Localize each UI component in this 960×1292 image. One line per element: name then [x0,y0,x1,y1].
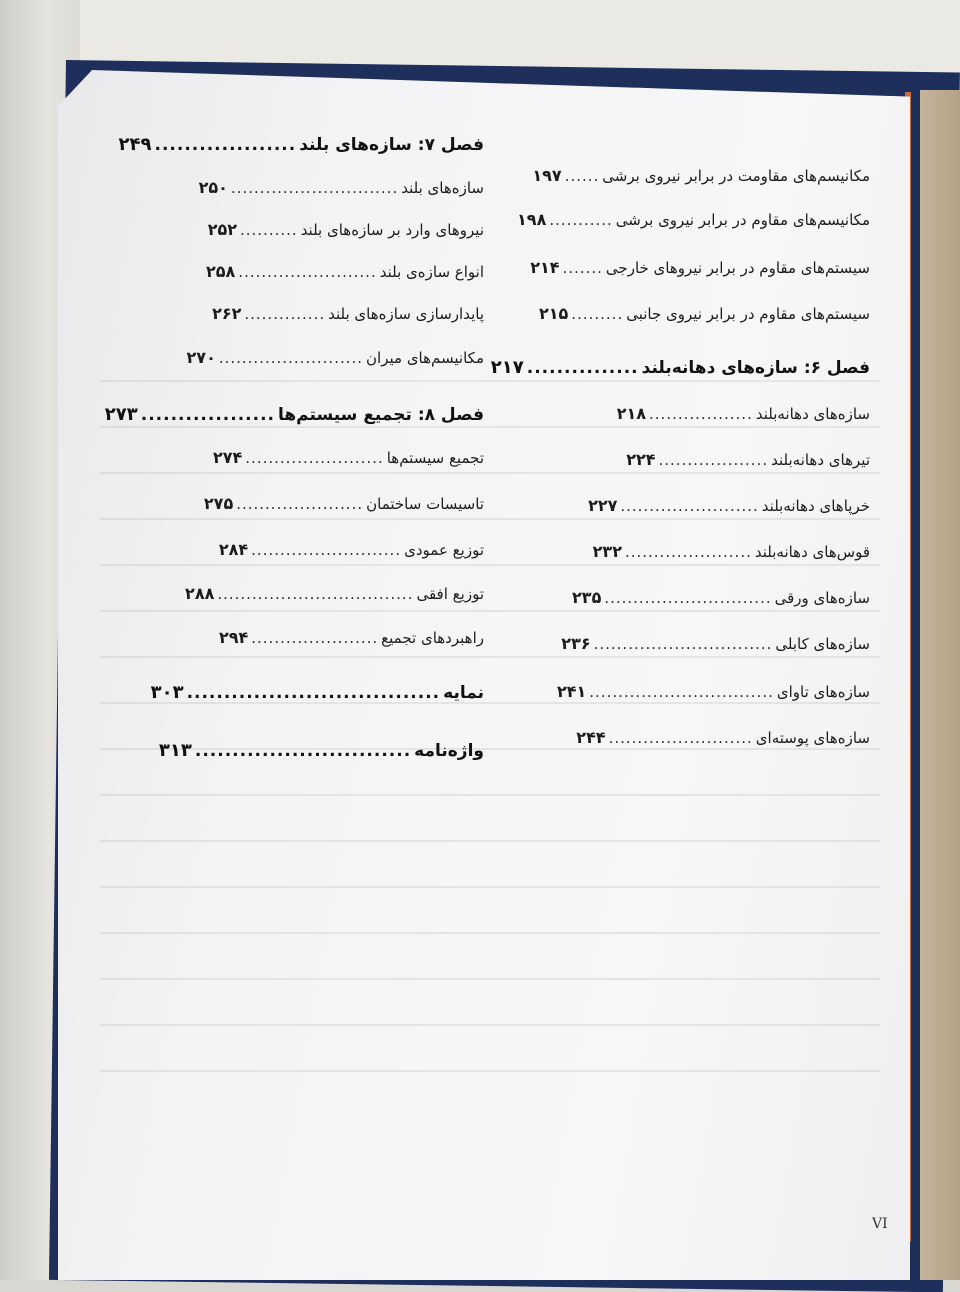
toc-page-number: ۲۶۲ [212,304,242,323]
toc-chapter-entry [159,740,484,761]
toc-page-number: ۲۷۵ [203,494,234,513]
toc-leader-dots: ........................ [238,263,377,281]
toc-entry [539,304,870,323]
toc-entry [617,404,870,423]
toc-page-number: ۲۱۵ [539,304,569,323]
toc-title: تیرهای دهانه‌بلند [771,451,870,469]
toc-leader-dots: ............... [526,358,639,378]
toc-leader-dots: .............. [244,305,326,323]
toc-leader-dots: ...................... [236,495,364,513]
toc-title: انواع سازه‌ی بلند [379,263,484,281]
toc-entry [212,304,484,323]
page-folio: VI [872,1216,888,1232]
toc-page-number: ۲۱۴ [530,258,560,277]
book-page [58,70,910,1280]
toc-title: سیستم‌های مقاوم در برابر نیروی جانبی [626,305,870,323]
toc-leader-dots: ...................... [624,543,752,561]
toc-page-number: ۱۹۸ [517,210,547,229]
toc-entry [208,220,484,239]
toc-title: فصل ۷: سازه‌های بلند [299,135,484,155]
toc-title: راهبردهای تجمیع [381,629,484,647]
toc-leader-dots: ................................ [589,683,774,701]
toc-leader-dots: .................................. [186,683,441,703]
toc-title: تجمیع سیستم‌ها [386,449,484,467]
toc-page-number: ۲۵۲ [207,220,237,239]
toc-leader-dots: .................................. [217,585,414,603]
toc-page-number: ۲۴۹ [118,134,152,155]
toc-entry [530,258,870,277]
toc-title: سازه‌های ورقی [774,589,870,607]
toc-entry [185,584,484,603]
toc-entry [532,166,870,185]
toc-leader-dots: ........... [549,211,613,229]
toc-title: نمایه [443,683,484,703]
toc-title: توزیع عمودی [404,541,484,559]
toc-entry [572,588,870,607]
toc-title: تاسیسات ساختمان [366,495,484,513]
toc-page-number: ۲۳۲ [592,542,622,561]
toc-leader-dots: ....... [562,259,603,277]
toc-leader-dots: .................. [649,405,753,423]
toc-entry [213,448,484,467]
toc-leader-dots: ........................ [245,449,384,467]
toc-title: سازه‌های بلند [401,179,484,197]
toc-title: فصل ۸: تجمیع سیستم‌ها [278,405,484,425]
toc-title: قوس‌های دهانه‌بلند [754,543,870,561]
toc-leader-dots: ...................... [251,629,379,647]
toc-title: پایدارسازی سازه‌های بلند [328,305,484,323]
toc-chapter-entry [105,404,484,425]
toc-page-number: ۲۷۳ [104,404,138,425]
toc-entry [626,450,870,469]
toc-chapter-entry [491,357,870,378]
toc-leader-dots: ................... [658,451,769,469]
toc-title: فصل ۶: سازه‌های دهانه‌بلند [641,358,870,378]
toc-page-number: ۱۹۷ [532,166,562,185]
toc-page-number: ۲۳۶ [561,634,591,653]
toc-leader-dots: .......................... [251,541,402,559]
toc-title: توزیع افقی [416,585,484,603]
toc-chapter-entry [119,134,484,155]
toc-entry [517,210,870,229]
toc-title: مکانیسم‌های میران [366,349,484,367]
toc-title: سازه‌های دهانه‌بلند [755,405,870,423]
toc-page-number: ۲۴۴ [576,728,606,747]
toc-page-number: ۳۰۳ [150,682,184,703]
toc-leader-dots: ...... [564,167,600,185]
toc-leader-dots: .................. [140,405,275,425]
toc-entry [204,494,484,513]
toc-entry [561,634,870,653]
toc-title: سیستم‌های مقاوم در برابر نیروهای خارجی [605,259,870,277]
toc-title: نیروهای وارد بر سازه‌های بلند [300,221,484,239]
toc-entry [199,178,484,197]
toc-leader-dots: ................... [154,135,297,155]
book-cover-edge [920,90,960,1280]
toc-page-number: ۲۵۰ [198,178,228,197]
toc-title: واژه‌نامه [414,741,484,761]
toc-entry [187,348,484,367]
toc-page-number: ۲۵۸ [205,262,236,281]
toc-leader-dots: ........................ [620,497,759,515]
toc-page-number: ۲۷۴ [212,448,243,467]
toc-page-number: ۲۲۷ [588,496,618,515]
toc-page-number: ۲۹۴ [218,628,249,647]
toc-leader-dots: .......... [240,221,298,239]
toc-leader-dots: ............................. [604,589,772,607]
toc-leader-dots: ............................. [230,179,399,197]
toc-page-number: ۲۱۷ [490,357,524,378]
toc-entry [593,542,870,561]
toc-leader-dots: ............................. [194,741,412,761]
toc-page-number: ۲۸۴ [218,540,249,559]
toc-title: سازه‌های کابلی [775,635,870,653]
toc-entry [576,728,870,747]
toc-page-number: ۲۱۸ [616,404,647,423]
toc-leader-dots: ............................... [593,635,773,653]
toc-entry [219,540,484,559]
toc-page-number: ۲۳۵ [572,588,602,607]
toc-title: سازه‌های پوسته‌ای [755,729,870,747]
toc-leader-dots: ......................... [608,729,753,747]
toc-chapter-entry [151,682,484,703]
toc-entry [588,496,870,515]
toc-title: مکانیسم‌های مقاومت در برابر نیروی برشی [602,167,870,185]
toc-leader-dots: ......... [571,305,624,323]
toc-page-number: ۲۴۱ [556,682,587,701]
toc-page-number: ۳۱۳ [158,740,192,761]
toc-page-number: ۲۲۴ [626,450,656,469]
toc-leader-dots: ......................... [218,349,364,367]
toc-entry [219,628,484,647]
toc-page-number: ۲۸۸ [185,584,215,603]
toc-title: سازه‌های تاوای [776,683,870,701]
toc-page-number: ۲۷۰ [186,348,216,367]
toc-entry [557,682,870,701]
toc-title: خرپاهای دهانه‌بلند [761,497,870,515]
toc-entry [206,262,484,281]
toc-title: مکانیسم‌های مقاوم در برابر نیروی برشی [615,211,870,229]
